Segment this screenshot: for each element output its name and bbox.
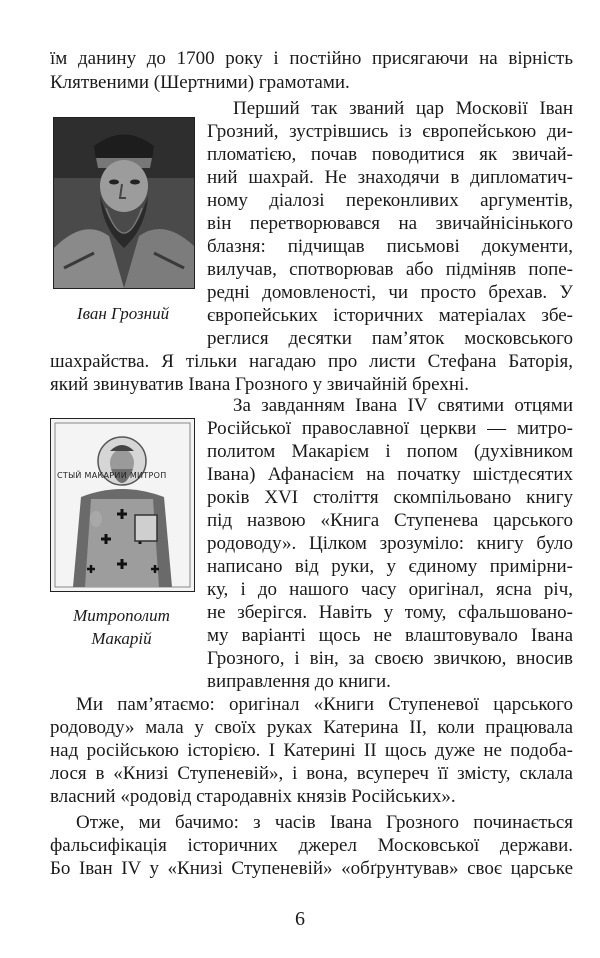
text-line: над російською історією. І Катерині II щось дуже не подоба- [50, 740, 573, 761]
text-line: Клятвеними (Шертними) грамотами. [50, 72, 350, 93]
text-line: ку, і до нашого часу оригінал, ясна річ, [207, 579, 573, 600]
text-line: редні домовленості, чи просто брехав. У [207, 282, 573, 303]
text-line: європейських історичних матеріалах збе- [207, 305, 573, 326]
caption-makariy-line1: Митрополит [73, 606, 170, 625]
text-line: За завданням Івана IV святими отцями [233, 395, 573, 416]
text-line: фальсифікація історичних джерел Московської держави. [50, 835, 573, 856]
text-line: Грозний, зустрівшись із європейською ди- [207, 121, 573, 142]
text-line: який звинуватив Івана Грозного у звичайній брехні. [50, 374, 470, 395]
text-line: Перший так званий цар Московії Іван [233, 98, 573, 119]
text-line: вилучав, спотворював або підміняв попе- [207, 259, 573, 280]
text-line: политом Макарієм і попом (духівником [207, 441, 573, 462]
text-line: написано від руки, у єдиному примірни- [207, 556, 573, 577]
text-line: пломатією, почав поводитися як звичай- [207, 144, 573, 165]
text-line: Івана) Афанасієм на початку шістдесятих [207, 464, 573, 485]
text-line: власний «родовід стародавніх князів Російських». [50, 786, 456, 807]
text-line: їм данину до 1700 року і постійно присягаючи на вірність [50, 48, 573, 69]
text-line: ному діалозі переконливих аргументів, [207, 190, 573, 211]
text-line: виправлення до книги. [207, 671, 391, 692]
caption-ivan: Іван Грозний [76, 304, 170, 323]
text-line: Ми пам’ятаємо: оригінал «Книги Ступеневої царського [76, 694, 573, 715]
makariy-icon-drawing [51, 419, 194, 591]
text-line: ний шахрай. Не знаходячи в дипломатич- [207, 167, 573, 188]
text-line: він перетворювався на звичайнісінького [207, 213, 573, 234]
text-line: років XVI століття скомпільовано книгу [207, 487, 573, 508]
text-line: шахрайства. Я тільки нагадаю про листи Стефана Баторія, [50, 351, 573, 372]
ivan-portrait [53, 117, 195, 289]
makariy-icon-image [50, 418, 195, 592]
text-line: родоводу» мала у своїх руках Катерина II, коли працювала [50, 717, 573, 738]
text-line: не зберігся. Навіть у тому, сфальшовано- [207, 602, 573, 623]
text-line: під назвою «Книга Ступенева царського [207, 510, 573, 531]
text-line: лося в «Книзі Ступеневій», і вона, всупереч її змісту, склала [50, 763, 573, 784]
text-line: реглися десятки пам’яток московського [207, 328, 573, 349]
text-line: Грозного, і він, за своєю звичкою, вносив [207, 648, 573, 669]
ivan-portrait-drawing [54, 118, 194, 288]
text-line: Бо Іван IV у «Книзі Ступеневій» «обґрунтував» своє царське [50, 858, 573, 879]
text-line: Отже, ми бачимо: з часів Івана Грозного починається [76, 812, 573, 833]
text-line: му варіанті щось не влаштовувало Івана [207, 625, 573, 646]
text-line: Російської православної церкви — митро- [207, 418, 573, 439]
text-line: блазня: підчищав письмові документи, [207, 236, 573, 257]
icon-inscription: СТЫЙ МАКАРИИ МИТРОП [57, 471, 167, 480]
text-line: родоводу». Цілком зрозуміло: книгу було [207, 533, 573, 554]
page-number: 6 [295, 908, 305, 930]
caption-makariy-line2: Макарій [91, 629, 152, 648]
